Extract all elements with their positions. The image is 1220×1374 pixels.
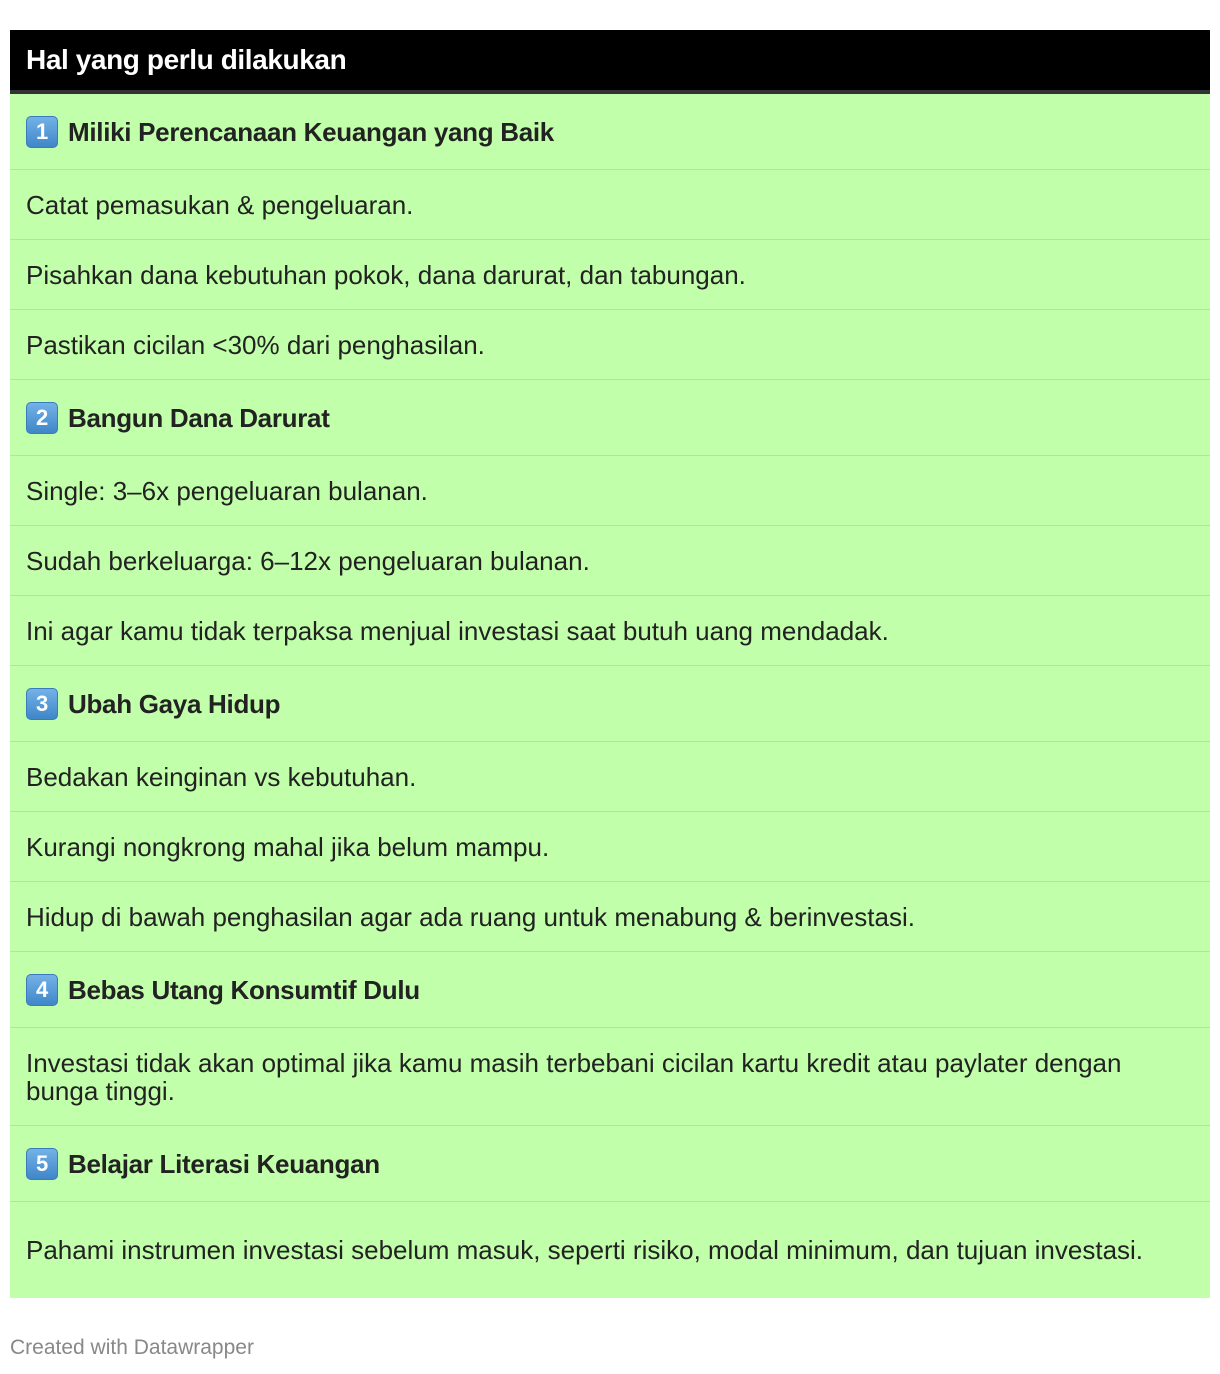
table-cell-text: Single: 3–6x pengeluaran bulanan. <box>26 475 428 506</box>
table-cell-text: Ini agar kamu tidak terpaksa menjual investasi saat butuh uang mendadak. <box>26 615 889 646</box>
table-row <box>10 456 1210 526</box>
keycap-4-icon: 4 <box>26 974 58 1006</box>
section-heading-row <box>10 380 1210 456</box>
section-heading-row <box>10 952 1210 1028</box>
section-heading-row <box>10 94 1210 170</box>
table-row <box>10 240 1210 310</box>
table-cell-text: Pastikan cicilan <30% dari penghasilan. <box>26 329 485 360</box>
table-row <box>10 170 1210 240</box>
keycap-3-icon: 3 <box>26 688 58 720</box>
table-row <box>10 310 1210 380</box>
section-heading-text: Belajar Literasi Keuangan <box>68 1148 380 1179</box>
table-row <box>10 812 1210 882</box>
section-heading-text: Bangun Dana Darurat <box>68 402 330 433</box>
table-header-label: Hal yang perlu dilakukan <box>26 44 347 75</box>
table-body <box>10 94 1210 1298</box>
table-row <box>10 882 1210 952</box>
datawrapper-credit <box>10 1336 254 1360</box>
table-row <box>10 596 1210 666</box>
keycap-1-icon: 1 <box>26 116 58 148</box>
section-heading-row <box>10 1126 1210 1202</box>
table-cell-text: Investasi tidak akan optimal jika kamu masih terbebani cicilan kartu kredit atau paylater dengan bunga tinggi. <box>26 1047 1122 1106</box>
table-cell-text: Bedakan keinginan vs kebutuhan. <box>26 761 417 792</box>
table-row <box>10 526 1210 596</box>
data-table <box>10 30 1210 1298</box>
credit-text: Created with Datawrapper <box>10 1336 254 1359</box>
table-row <box>10 1028 1210 1126</box>
section-heading-row <box>10 666 1210 742</box>
table-cell-text: Catat pemasukan & pengeluaran. <box>26 189 414 220</box>
table-cell-text: Pisahkan dana kebutuhan pokok, dana darurat, dan tabungan. <box>26 259 746 290</box>
table-cell-text: Pahami instrumen investasi sebelum masuk, seperti risiko, modal minimum, dan tujuan investasi. <box>26 1235 1144 1265</box>
table-header <box>10 30 1210 94</box>
section-heading-text: Miliki Perencanaan Keuangan yang Baik <box>68 116 554 147</box>
section-heading-text: Bebas Utang Konsumtif Dulu <box>68 974 420 1005</box>
section-heading-text: Ubah Gaya Hidup <box>68 688 281 719</box>
table-cell-text: Hidup di bawah penghasilan agar ada ruang untuk menabung & berinvestasi. <box>26 901 915 932</box>
table-cell-text: Sudah berkeluarga: 6–12x pengeluaran bulanan. <box>26 545 590 576</box>
keycap-2-icon: 2 <box>26 402 58 434</box>
table-row <box>10 1202 1210 1298</box>
keycap-5-icon: 5 <box>26 1148 58 1180</box>
table-cell-text: Kurangi nongkrong mahal jika belum mampu. <box>26 831 550 862</box>
table-row <box>10 742 1210 812</box>
